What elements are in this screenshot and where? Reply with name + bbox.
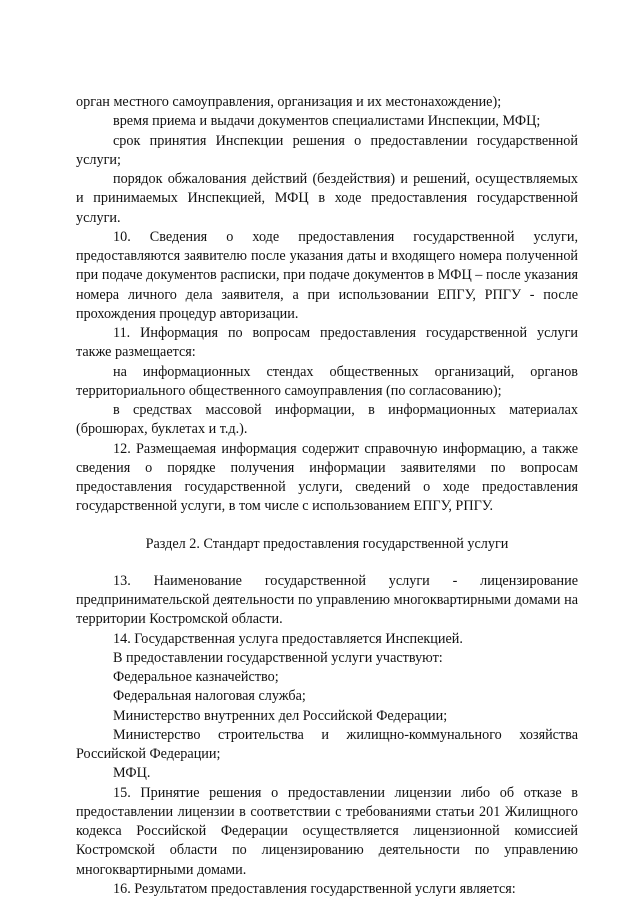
paragraph: 16. Результатом предоставления государственной услуги является: xyxy=(113,880,516,897)
document-page xyxy=(76,93,578,899)
paragraph: Федеральная налоговая служба; xyxy=(113,688,306,705)
paragraph: на информационных стендах общественных организаций, органов территориального общественного самоуправления (по согласованию); xyxy=(76,363,578,399)
paragraph: 15. Принятие решения о предоставлении лицензии либо об отказе в предоставлении лицензии в соответствии с требованиями статьи 201 Жилищного кодекса Российской Федерации осуществляется лицензионной комиссией Костромской области по лицензированию деятельности по управлению многоквартирными домами. xyxy=(76,784,578,878)
paragraph: Федеральное казначейство; xyxy=(113,669,279,685)
paragraph: Министерство внутренних дел Российской Федерации; xyxy=(113,707,448,724)
paragraph: В предоставлении государственной услуги участвуют: xyxy=(113,649,443,666)
paragraph: Министерство строительства и жилищно-коммунального хозяйства Российской Федерации; xyxy=(76,726,578,762)
paragraph: срок принятия Инспекции решения о предоставлении государственной услуги; xyxy=(76,132,578,168)
paragraph: МФЦ. xyxy=(113,765,151,782)
paragraph: 13. Наименование государственной услуги - лицензирование предпринимательской деятельности по управлению многоквартирными домами на территории Костромской области. xyxy=(76,572,578,628)
paragraph: порядок обжалования действий (бездействия) и решений, осуществляемых и принимаемых Инспекцией, МФЦ в ходе предоставления государственной услуги. xyxy=(76,171,578,226)
paragraph: 10. Сведения о ходе предоставления государственной услуги, предоставляются заявителю после указания даты и входящего номера полученной при подаче документов расписки, при подаче документов в МФЦ – после указания номера личного дела заявителя, а при использовании ЕПГУ, РПГУ - после прохождения процедур авторизации. xyxy=(76,228,578,322)
paragraph: 12. Размещаемая информация содержит справочную информацию, а также сведения о порядке получения информации заявителями по вопросам предоставления государственной услуги, сведений о ходе предоставления государственной услуги, в том числе с использованием ЕПГУ, РПГУ. xyxy=(76,440,578,515)
paragraph: в средствах массовой информации, в информационных материалах (брошюрах, буклетах и т.д.). xyxy=(76,402,578,438)
paragraph: орган местного самоуправления, организация и их местонахождение); xyxy=(76,94,502,110)
paragraph: 11. Информация по вопросам предоставления государственной услуги также размещается: xyxy=(76,325,578,361)
paragraph: 14. Государственная услуга предоставляется Инспекцией. xyxy=(113,630,463,647)
section-heading: Раздел 2. Стандарт предоставления государственной услуги xyxy=(145,535,509,552)
paragraph: время приема и выдачи документов специалистами Инспекции, МФЦ; xyxy=(113,113,541,130)
